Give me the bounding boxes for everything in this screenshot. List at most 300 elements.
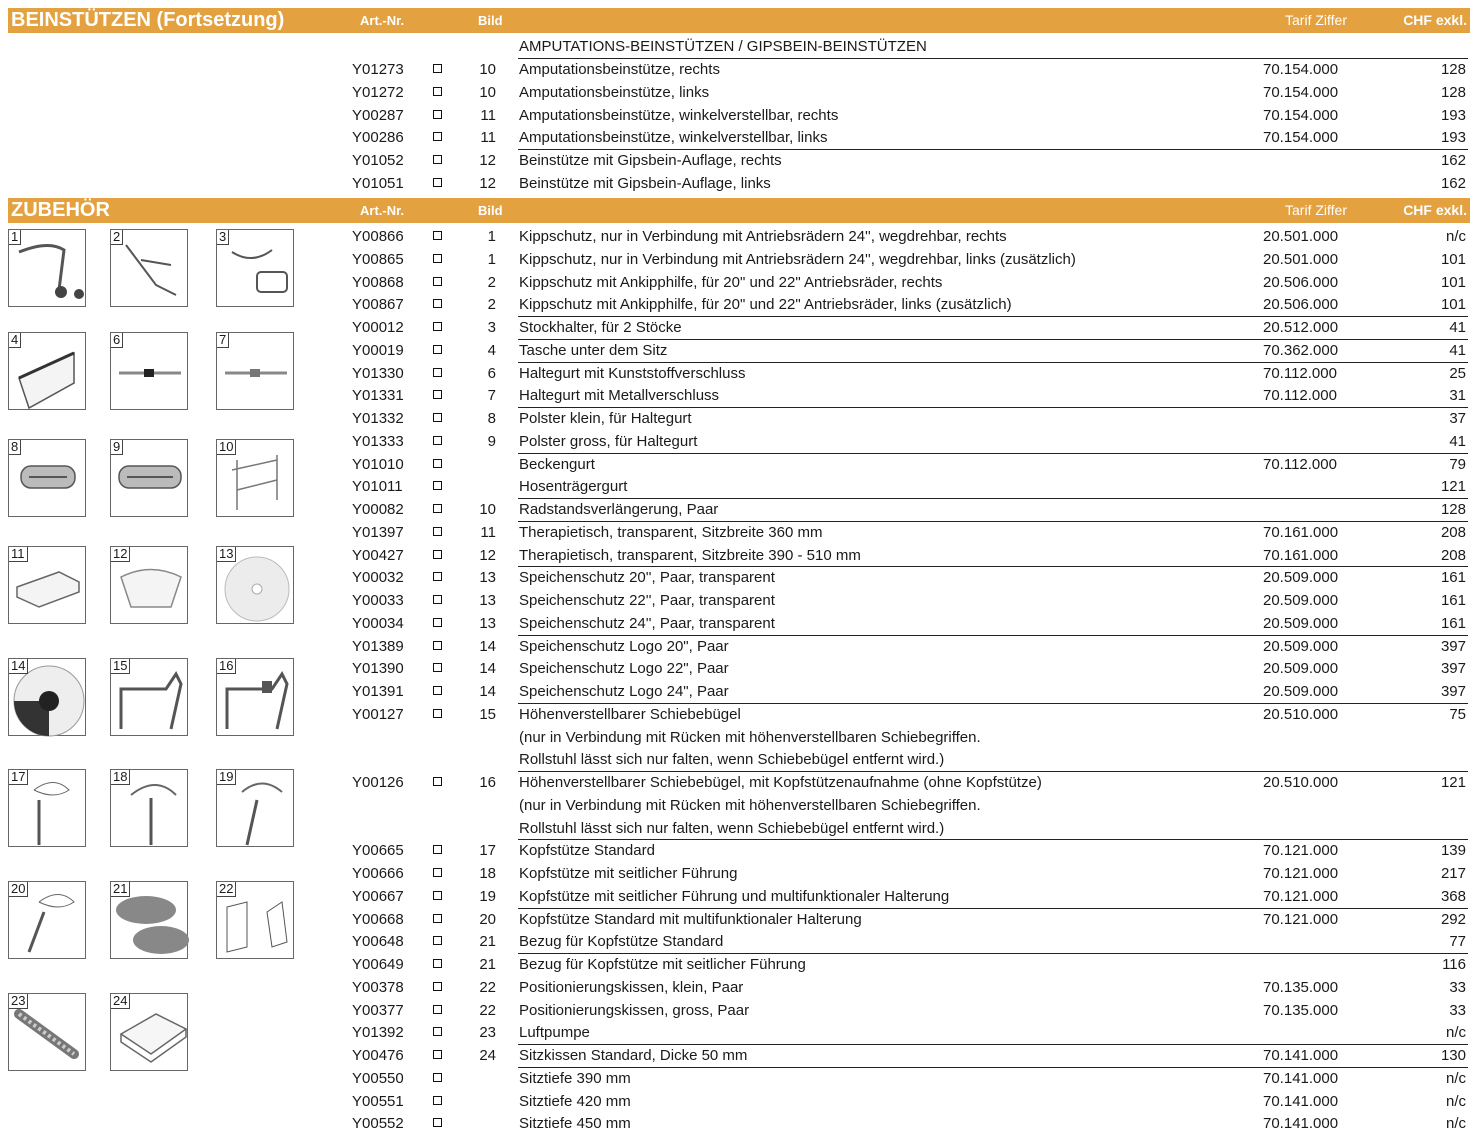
item-description: Amputationsbeinstütze, links: [519, 83, 710, 101]
price-chf: 161: [1440, 614, 1466, 632]
order-checkbox[interactable]: [433, 954, 445, 977]
image-number-label: 13: [217, 547, 236, 562]
order-checkbox[interactable]: [433, 658, 445, 681]
product-image-9: [110, 439, 188, 517]
order-checkbox[interactable]: [433, 863, 445, 886]
product-image-4: [8, 332, 86, 410]
tariff-code: 70.141.000: [1263, 1047, 1339, 1064]
col-header-bild: Bild: [478, 13, 503, 28]
image-number-label: 8: [9, 440, 21, 455]
tariff-code: 20.512.000: [1263, 319, 1339, 336]
image-number-label: 4: [9, 333, 21, 348]
image-number: 11: [480, 106, 496, 124]
table-row: [0, 1000, 1482, 1023]
article-number: Y00551: [352, 1092, 404, 1110]
order-checkbox[interactable]: [433, 317, 445, 340]
item-description: Tasche unter dem Sitz: [519, 341, 668, 359]
price-chf: 208: [1440, 523, 1466, 541]
article-number: Y00286: [352, 129, 404, 147]
article-number: Y00550: [352, 1069, 404, 1087]
tariff-code: 70.121.000: [1263, 887, 1339, 905]
item-description: Bezug für Kopfstütze mit seitlicher Führung: [519, 956, 806, 973]
table-row: [0, 173, 1482, 196]
product-image-7: [216, 332, 294, 410]
article-number: Y00868: [352, 273, 404, 291]
image-number: 24: [479, 1047, 496, 1064]
image-number: 22: [479, 978, 496, 996]
order-checkbox[interactable]: [433, 82, 445, 105]
tariff-code: 20.506.000: [1263, 296, 1339, 314]
order-checkbox[interactable]: [433, 226, 445, 249]
price-chf: 41: [1449, 319, 1466, 336]
tariff-code: 20.509.000: [1263, 683, 1339, 700]
order-checkbox[interactable]: [433, 59, 445, 82]
item-description: Polster klein, für Haltegurt: [519, 410, 692, 427]
item-description: Höhenverstellbarer Schiebebügel: [519, 705, 741, 723]
article-number: Y00012: [352, 319, 404, 336]
checkbox-square-icon: [433, 982, 442, 991]
price-chf: 116: [1442, 956, 1466, 973]
image-number-label: 19: [217, 770, 236, 785]
order-checkbox[interactable]: [433, 909, 445, 932]
order-checkbox[interactable]: [433, 681, 445, 704]
checkbox-square-icon: [433, 663, 442, 672]
checkbox-square-icon: [433, 1073, 442, 1082]
image-number-label: 17: [9, 770, 28, 785]
table-row: [0, 522, 1482, 545]
price-chf: n/c: [1445, 1024, 1466, 1042]
table-row: [0, 1068, 1482, 1091]
item-description: Sitztiefe 450 mm: [519, 1115, 631, 1133]
checkbox-square-icon: [433, 914, 442, 923]
item-description: Speichenschutz 20'', Paar, transparent: [519, 569, 775, 587]
tariff-code: 70.161.000: [1263, 523, 1339, 541]
order-checkbox[interactable]: [433, 567, 445, 590]
image-number-label: 2: [111, 230, 123, 245]
checkbox-square-icon: [433, 277, 442, 286]
item-description: Luftpumpe: [519, 1024, 590, 1042]
table-row: [0, 82, 1482, 105]
price-chf: n/c: [1445, 1092, 1466, 1110]
table-row: [0, 59, 1482, 82]
article-number: Y01397: [352, 523, 404, 541]
checkbox-square-icon: [433, 686, 442, 695]
order-checkbox[interactable]: [433, 590, 445, 613]
article-number: Y00552: [352, 1115, 404, 1133]
image-number: 10: [479, 61, 496, 78]
image-number: 2: [487, 296, 496, 314]
checkbox-square-icon: [433, 936, 442, 945]
checkbox-square-icon: [433, 641, 442, 650]
product-image-22: [216, 881, 294, 959]
checkbox-square-icon: [433, 868, 442, 877]
checkbox-square-icon: [433, 436, 442, 445]
col-header-bild: Bild: [478, 203, 503, 218]
image-number: 11: [480, 523, 496, 541]
price-chf: 292: [1440, 910, 1466, 928]
item-description: Kopfstütze mit seitlicher Führung und multifunktionaler Halterung: [519, 887, 950, 905]
checkbox-square-icon: [433, 64, 442, 73]
order-checkbox[interactable]: [433, 105, 445, 128]
item-description: Kippschutz, nur in Verbindung mit Antriebsrädern 24'', wegdrehbar, links (zusätzlich): [519, 250, 1076, 268]
col-header-chf: CHF exkl.: [1403, 202, 1467, 218]
price-chf: 162: [1440, 174, 1466, 192]
col-header-art: Art.-Nr.: [360, 13, 405, 28]
tariff-code: 20.509.000: [1263, 569, 1339, 587]
article-number: Y00082: [352, 501, 404, 518]
tariff-code: 70.121.000: [1263, 865, 1339, 882]
article-number: Y01331: [352, 387, 404, 405]
price-chf: 41: [1449, 432, 1466, 450]
tariff-code: 70.141.000: [1263, 1069, 1339, 1087]
price-chf: 208: [1440, 546, 1466, 564]
order-checkbox[interactable]: [433, 1022, 445, 1045]
image-number: 2: [487, 273, 496, 291]
price-chf: n/c: [1445, 1069, 1466, 1087]
price-chf: 121: [1440, 478, 1466, 496]
article-number: Y00032: [352, 569, 404, 587]
image-number-label: 23: [9, 994, 28, 1009]
item-description: (nur in Verbindung mit Rücken mit höhenverstellbaren Schiebegriffen.: [519, 796, 981, 814]
table-row: [0, 150, 1482, 173]
image-number-label: 15: [111, 659, 130, 674]
tariff-code: 70.121.000: [1263, 842, 1339, 860]
article-number: Y00649: [352, 956, 404, 973]
order-checkbox[interactable]: [433, 454, 445, 477]
image-number-label: 11: [9, 547, 28, 562]
order-checkbox[interactable]: [433, 150, 445, 173]
checkbox-square-icon: [433, 254, 442, 263]
checkbox-square-icon: [433, 87, 442, 96]
price-chf: 41: [1449, 341, 1466, 359]
tariff-code: 20.510.000: [1263, 705, 1339, 723]
article-number: Y00034: [352, 614, 404, 632]
product-image-18: [110, 769, 188, 847]
item-description: Sitzkissen Standard, Dicke 50 mm: [519, 1047, 748, 1064]
image-number: 13: [479, 592, 496, 609]
order-checkbox[interactable]: [433, 127, 445, 150]
article-number: Y00648: [352, 933, 404, 951]
price-chf: 101: [1440, 250, 1466, 268]
image-number-label: 12: [111, 547, 130, 562]
item-description: Sitztiefe 420 mm: [519, 1092, 631, 1110]
order-checkbox[interactable]: [433, 499, 445, 522]
checkbox-square-icon: [433, 845, 442, 854]
product-image-13: [216, 546, 294, 624]
article-number: Y00378: [352, 978, 404, 996]
item-description: Amputationsbeinstütze, winkelverstellbar, links: [519, 129, 828, 147]
order-checkbox[interactable]: [433, 476, 445, 499]
item-description: Sitztiefe 390 mm: [519, 1069, 631, 1087]
col-header-chf: CHF exkl.: [1403, 12, 1467, 28]
order-checkbox[interactable]: [433, 294, 445, 317]
section-title: ZUBEHÖR: [11, 199, 110, 221]
image-number: 22: [479, 1001, 496, 1019]
image-number-label: 20: [9, 882, 28, 897]
price-chf: 161: [1440, 569, 1466, 587]
price-chf: 193: [1440, 129, 1466, 147]
article-number: Y01390: [352, 660, 404, 678]
product-image-2: [110, 229, 188, 307]
image-number: 13: [479, 569, 496, 587]
product-image-24: [110, 993, 188, 1071]
price-chf: 193: [1440, 106, 1466, 124]
product-image-16: [216, 658, 294, 736]
order-checkbox[interactable]: [433, 340, 445, 363]
item-description: Rollstuhl lässt sich nur falten, wenn Schiebebügel entfernt wird.): [519, 751, 945, 769]
product-image-19: [216, 769, 294, 847]
tariff-code: 70.112.000: [1263, 455, 1337, 473]
article-number: Y00665: [352, 842, 404, 860]
checkbox-square-icon: [433, 1027, 442, 1036]
checkbox-square-icon: [433, 550, 442, 559]
tariff-code: 70.161.000: [1263, 546, 1339, 564]
order-checkbox[interactable]: [433, 249, 445, 272]
order-checkbox[interactable]: [433, 613, 445, 636]
item-description: Bezug für Kopfstütze Standard: [519, 933, 724, 951]
checkbox-square-icon: [433, 299, 442, 308]
checkbox-square-icon: [433, 891, 442, 900]
image-number: 10: [479, 501, 496, 518]
checkbox-square-icon: [433, 1050, 442, 1059]
checkbox-square-icon: [433, 709, 442, 718]
image-number: 14: [479, 637, 496, 655]
image-number: 13: [479, 614, 496, 632]
table-row: [0, 977, 1482, 1000]
article-number: Y00126: [352, 774, 404, 791]
article-number: Y00667: [352, 887, 404, 905]
checkbox-square-icon: [433, 390, 442, 399]
checkbox-square-icon: [433, 1005, 442, 1014]
product-image-8: [8, 439, 86, 517]
order-checkbox[interactable]: [433, 545, 445, 568]
tariff-code: 70.135.000: [1263, 1001, 1339, 1019]
row-divider: [518, 58, 1468, 59]
checkbox-square-icon: [433, 132, 442, 141]
table-row: [0, 1091, 1482, 1114]
product-image-1: [8, 229, 86, 307]
article-number: Y00668: [352, 910, 404, 928]
order-checkbox[interactable]: [433, 931, 445, 954]
image-number-label: 9: [111, 440, 123, 455]
item-description: Hosenträgergurt: [519, 478, 628, 496]
order-checkbox[interactable]: [433, 272, 445, 295]
checkbox-square-icon: [433, 110, 442, 119]
price-chf: 397: [1440, 637, 1466, 655]
image-number: 7: [487, 387, 496, 405]
checkbox-square-icon: [433, 527, 442, 536]
tariff-code: 70.154.000: [1263, 106, 1339, 124]
product-image-3: [216, 229, 294, 307]
article-number: Y01011: [352, 478, 403, 496]
checkbox-square-icon: [433, 618, 442, 627]
image-number: 20: [479, 910, 496, 928]
price-chf: 77: [1449, 933, 1466, 951]
checkbox-square-icon: [433, 1096, 442, 1105]
price-chf: 25: [1449, 364, 1466, 382]
checkbox-square-icon: [433, 777, 442, 786]
order-checkbox[interactable]: [433, 772, 445, 795]
price-chf: 101: [1440, 273, 1466, 291]
tariff-code: 20.509.000: [1263, 592, 1339, 609]
image-number: 14: [479, 683, 496, 700]
item-description: Positionierungskissen, gross, Paar: [519, 1001, 750, 1019]
article-number: Y00866: [352, 228, 404, 245]
article-number: Y00287: [352, 106, 404, 124]
order-checkbox[interactable]: [433, 173, 445, 196]
item-description: Radstandsverlängerung, Paar: [519, 501, 719, 518]
tariff-code: 20.509.000: [1263, 614, 1339, 632]
checkbox-square-icon: [433, 1118, 442, 1127]
tariff-code: 20.509.000: [1263, 637, 1339, 655]
tariff-code: 20.509.000: [1263, 660, 1339, 678]
price-chf: 128: [1440, 501, 1466, 518]
item-description: Kippschutz mit Ankipphilfe, für 20" und 22" Antriebsräder, links (zusätzlich): [519, 296, 1012, 314]
order-checkbox[interactable]: [433, 636, 445, 659]
tariff-code: 70.362.000: [1263, 341, 1339, 359]
item-description: Haltegurt mit Metallverschluss: [519, 387, 720, 405]
image-number-label: 21: [111, 882, 130, 897]
tariff-code: 70.112.000: [1263, 364, 1337, 382]
article-number: Y00019: [352, 341, 404, 359]
image-number: 15: [479, 705, 496, 723]
checkbox-square-icon: [433, 322, 442, 331]
image-number-label: 24: [111, 994, 130, 1009]
image-number: 16: [479, 774, 496, 791]
image-number: 10: [479, 83, 496, 101]
image-number-label: 16: [217, 659, 236, 674]
price-chf: 217: [1440, 865, 1466, 882]
item-description: Polster gross, für Haltegurt: [519, 432, 698, 450]
article-number: Y00427: [352, 546, 404, 564]
image-number: 3: [487, 319, 496, 336]
image-number: 12: [479, 174, 496, 192]
table-row: [0, 105, 1482, 128]
image-number: 11: [480, 129, 496, 147]
price-chf: 128: [1440, 61, 1466, 78]
order-checkbox[interactable]: [433, 522, 445, 545]
col-header-art: Art.-Nr.: [360, 203, 405, 218]
price-chf: 31: [1449, 387, 1466, 405]
article-number: Y00476: [352, 1047, 404, 1064]
price-chf: 75: [1449, 705, 1466, 723]
product-image-6: [110, 332, 188, 410]
order-checkbox[interactable]: [433, 1000, 445, 1023]
tariff-code: 70.135.000: [1263, 978, 1339, 996]
item-description: Kopfstütze mit seitlicher Führung: [519, 865, 738, 882]
item-description: Therapietisch, transparent, Sitzbreite 360 mm: [519, 523, 823, 541]
image-number: 21: [479, 933, 496, 951]
image-number: 1: [487, 250, 496, 268]
product-image-11: [8, 546, 86, 624]
image-number: 1: [487, 228, 496, 245]
tariff-code: 70.121.000: [1263, 910, 1339, 928]
section-header-zubehoer: [8, 198, 1470, 223]
article-number: Y01389: [352, 637, 404, 655]
order-checkbox[interactable]: [433, 1068, 445, 1091]
article-number: Y00377: [352, 1001, 404, 1019]
order-checkbox[interactable]: [433, 704, 445, 727]
order-checkbox[interactable]: [433, 385, 445, 408]
order-checkbox[interactable]: [433, 431, 445, 454]
product-image-14: [8, 658, 86, 736]
order-checkbox[interactable]: [433, 1091, 445, 1114]
image-number: 18: [479, 865, 496, 882]
article-number: Y00865: [352, 250, 404, 268]
checkbox-square-icon: [433, 155, 442, 164]
image-number-label: 1: [9, 230, 21, 245]
item-description: Beckengurt: [519, 455, 595, 473]
price-chf: 161: [1440, 592, 1466, 609]
order-checkbox[interactable]: [433, 408, 445, 431]
order-checkbox[interactable]: [433, 363, 445, 386]
image-number-label: 10: [217, 440, 236, 455]
image-number-label: 18: [111, 770, 130, 785]
item-description: Stockhalter, für 2 Stöcke: [519, 319, 682, 336]
image-number-label: 14: [9, 659, 28, 674]
checkbox-square-icon: [433, 595, 442, 604]
image-number: 14: [479, 660, 496, 678]
article-number: Y01272: [352, 83, 404, 101]
article-number: Y00666: [352, 865, 404, 882]
product-image-17: [8, 769, 86, 847]
item-description: Höhenverstellbarer Schiebebügel, mit Kopfstützenaufnahme (ohne Kopfstütze): [519, 774, 1042, 791]
item-description: Beinstütze mit Gipsbein-Auflage, links: [519, 174, 771, 192]
section-title: BEINSTÜTZEN (Fortsetzung): [11, 9, 285, 31]
item-description: Speichenschutz 24'', Paar, transparent: [519, 614, 775, 632]
article-number: Y01273: [352, 61, 404, 78]
order-checkbox[interactable]: [433, 977, 445, 1000]
table-row: [0, 127, 1482, 150]
checkbox-square-icon: [433, 959, 442, 968]
price-chf: 139: [1440, 842, 1466, 860]
item-description: Speichenschutz Logo 22", Paar: [519, 660, 729, 678]
item-description: Speichenschutz Logo 24", Paar: [519, 683, 729, 700]
order-checkbox[interactable]: [433, 1045, 445, 1068]
item-description: Speichenschutz 22'', Paar, transparent: [519, 592, 775, 609]
checkbox-square-icon: [433, 368, 442, 377]
price-chf: 368: [1440, 887, 1466, 905]
product-image-12: [110, 546, 188, 624]
item-description: Rollstuhl lässt sich nur falten, wenn Schiebebügel entfernt wird.): [519, 819, 945, 837]
image-number: 4: [487, 341, 496, 359]
image-number-label: 3: [217, 230, 229, 245]
price-chf: 121: [1440, 774, 1466, 791]
tariff-code: 70.154.000: [1263, 83, 1339, 101]
image-number: 12: [479, 152, 496, 169]
image-number: 8: [487, 410, 496, 427]
article-number: Y01332: [352, 410, 404, 427]
article-number: Y01051: [352, 174, 404, 192]
price-chf: n/c: [1445, 1115, 1466, 1133]
tariff-code: 20.506.000: [1263, 273, 1339, 291]
order-checkbox[interactable]: [433, 840, 445, 863]
tariff-code: 20.510.000: [1263, 774, 1339, 791]
article-number: Y01333: [352, 432, 404, 450]
checkbox-square-icon: [433, 481, 442, 490]
section-header-beinstuetzen: [8, 8, 1470, 33]
article-number: Y00867: [352, 296, 404, 314]
table-row: [0, 1045, 1482, 1068]
price-chf: 79: [1449, 455, 1466, 473]
article-number: Y01010: [352, 455, 404, 473]
checkbox-square-icon: [433, 345, 442, 354]
price-chf: 162: [1440, 152, 1466, 169]
product-image-10: [216, 439, 294, 517]
order-checkbox[interactable]: [433, 886, 445, 909]
tariff-code: 70.154.000: [1263, 129, 1339, 147]
tariff-code: 20.501.000: [1263, 228, 1339, 245]
